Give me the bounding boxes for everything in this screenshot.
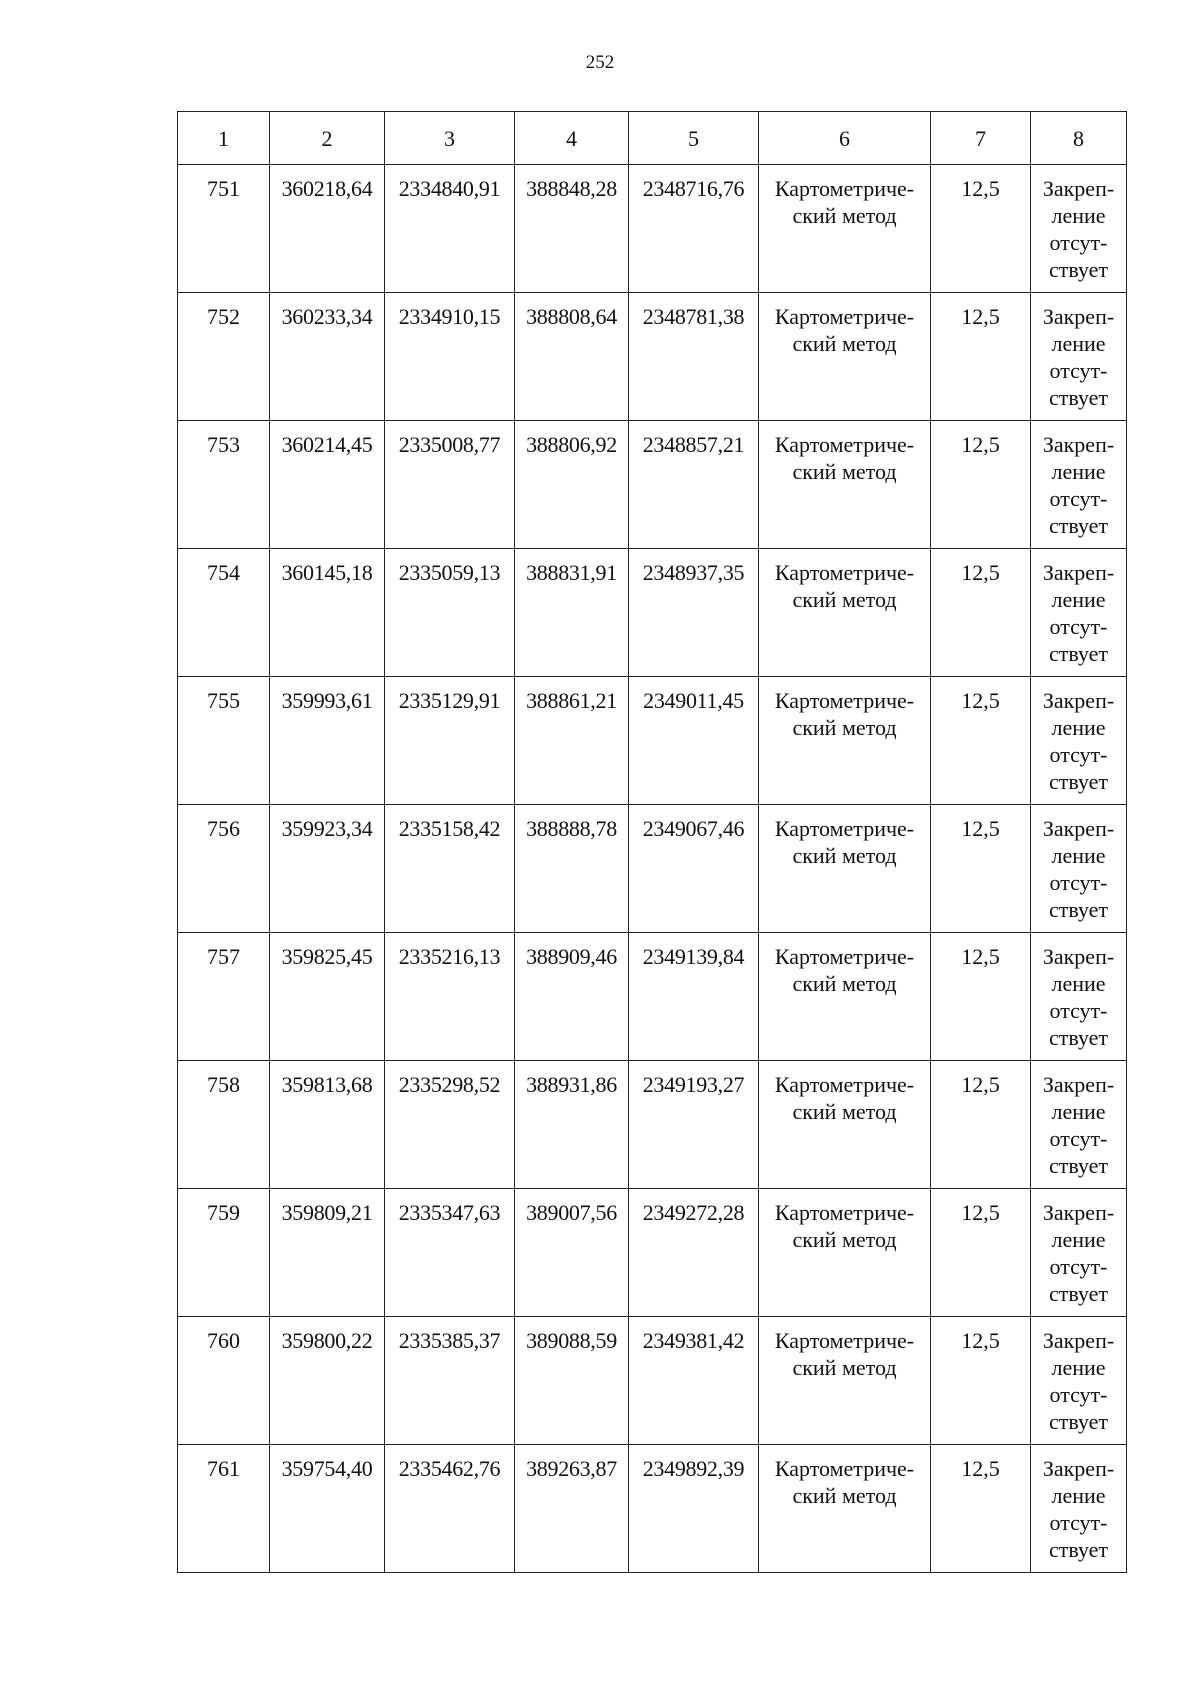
coordinate-cell: 388831,91	[515, 549, 629, 677]
fixing-note-cell: Закреп- ление отсут- ствует	[1031, 677, 1127, 805]
point-number-cell: 760	[178, 1317, 270, 1445]
column-header: 3	[385, 112, 515, 165]
fixing-note-cell: Закреп- ление отсут- ствует	[1031, 549, 1127, 677]
accuracy-cell: 12,5	[931, 165, 1031, 293]
point-number-cell: 756	[178, 805, 270, 933]
table-row	[178, 805, 1127, 933]
method-cell: Картометриче- ский метод	[759, 165, 931, 293]
method-cell: Картометриче- ский метод	[759, 1061, 931, 1189]
fixing-note-cell: Закреп- ление отсут- ствует	[1031, 1317, 1127, 1445]
method-cell: Картометриче- ский метод	[759, 1317, 931, 1445]
coordinate-cell: 360218,64	[270, 165, 385, 293]
coordinate-cell: 2334910,15	[385, 293, 515, 421]
table-row	[178, 1061, 1127, 1189]
accuracy-cell: 12,5	[931, 805, 1031, 933]
coordinate-cell: 2349272,28	[629, 1189, 759, 1317]
coordinate-cell: 359809,21	[270, 1189, 385, 1317]
column-header: 6	[759, 112, 931, 165]
coordinate-cell: 359813,68	[270, 1061, 385, 1189]
coordinate-cell: 2335008,77	[385, 421, 515, 549]
coordinate-cell: 360145,18	[270, 549, 385, 677]
accuracy-cell: 12,5	[931, 549, 1031, 677]
accuracy-cell: 12,5	[931, 1317, 1031, 1445]
table-row	[178, 933, 1127, 1061]
coordinate-cell: 2334840,91	[385, 165, 515, 293]
point-number-cell: 758	[178, 1061, 270, 1189]
coordinate-cell: 2335158,42	[385, 805, 515, 933]
fixing-note-cell: Закреп- ление отсут- ствует	[1031, 1445, 1127, 1573]
point-number-cell: 761	[178, 1445, 270, 1573]
coordinate-cell: 389088,59	[515, 1317, 629, 1445]
table-row	[178, 421, 1127, 549]
coordinate-cell: 2349892,39	[629, 1445, 759, 1573]
coordinate-cell: 2335347,63	[385, 1189, 515, 1317]
table-row	[178, 165, 1127, 293]
coordinate-cell: 360214,45	[270, 421, 385, 549]
table-row	[178, 1189, 1127, 1317]
accuracy-cell: 12,5	[931, 933, 1031, 1061]
method-cell: Картометриче- ский метод	[759, 677, 931, 805]
coordinate-cell: 360233,34	[270, 293, 385, 421]
coordinate-cell: 388931,86	[515, 1061, 629, 1189]
coordinate-cell: 2335216,13	[385, 933, 515, 1061]
method-cell: Картометриче- ский метод	[759, 1445, 931, 1573]
column-header: 5	[629, 112, 759, 165]
coordinate-cell: 388909,46	[515, 933, 629, 1061]
column-header: 4	[515, 112, 629, 165]
method-cell: Картометриче- ский метод	[759, 933, 931, 1061]
coordinate-cell: 2335385,37	[385, 1317, 515, 1445]
coordinate-cell: 388808,64	[515, 293, 629, 421]
coordinate-cell: 2349381,42	[629, 1317, 759, 1445]
column-header: 1	[178, 112, 270, 165]
point-number-cell: 755	[178, 677, 270, 805]
method-cell: Картометриче- ский метод	[759, 549, 931, 677]
coordinate-cell: 389263,87	[515, 1445, 629, 1573]
coordinate-cell: 2349139,84	[629, 933, 759, 1061]
column-header: 7	[931, 112, 1031, 165]
page-number: 252	[585, 52, 615, 73]
coordinate-cell: 359993,61	[270, 677, 385, 805]
coordinate-cell: 388861,21	[515, 677, 629, 805]
coordinate-cell: 359800,22	[270, 1317, 385, 1445]
coordinate-cell: 2335129,91	[385, 677, 515, 805]
coordinate-cell: 359825,45	[270, 933, 385, 1061]
table-row	[178, 549, 1127, 677]
table-row	[178, 677, 1127, 805]
accuracy-cell: 12,5	[931, 293, 1031, 421]
coordinate-cell: 388848,28	[515, 165, 629, 293]
table-row	[178, 1317, 1127, 1445]
coordinate-cell: 2349011,45	[629, 677, 759, 805]
fixing-note-cell: Закреп- ление отсут- ствует	[1031, 421, 1127, 549]
point-number-cell: 751	[178, 165, 270, 293]
point-number-cell: 759	[178, 1189, 270, 1317]
point-number-cell: 753	[178, 421, 270, 549]
method-cell: Картометриче- ский метод	[759, 1189, 931, 1317]
accuracy-cell: 12,5	[931, 1189, 1031, 1317]
fixing-note-cell: Закреп- ление отсут- ствует	[1031, 933, 1127, 1061]
coordinate-cell: 359754,40	[270, 1445, 385, 1573]
column-header: 8	[1031, 112, 1127, 165]
column-header: 2	[270, 112, 385, 165]
coordinates-table	[177, 111, 1127, 1573]
coordinate-cell: 2348857,21	[629, 421, 759, 549]
method-cell: Картометриче- ский метод	[759, 421, 931, 549]
coordinate-cell: 2348781,38	[629, 293, 759, 421]
coordinate-cell: 2335059,13	[385, 549, 515, 677]
method-cell: Картометриче- ский метод	[759, 805, 931, 933]
point-number-cell: 757	[178, 933, 270, 1061]
point-number-cell: 752	[178, 293, 270, 421]
method-cell: Картометриче- ский метод	[759, 293, 931, 421]
coordinate-cell: 2348937,35	[629, 549, 759, 677]
fixing-note-cell: Закреп- ление отсут- ствует	[1031, 293, 1127, 421]
table-body	[178, 165, 1127, 1573]
coordinate-cell: 2349067,46	[629, 805, 759, 933]
fixing-note-cell: Закреп- ление отсут- ствует	[1031, 1189, 1127, 1317]
fixing-note-cell: Закреп- ление отсут- ствует	[1031, 165, 1127, 293]
coordinate-cell: 359923,34	[270, 805, 385, 933]
coordinate-cell: 2335462,76	[385, 1445, 515, 1573]
coordinate-cell: 389007,56	[515, 1189, 629, 1317]
fixing-note-cell: Закреп- ление отсут- ствует	[1031, 805, 1127, 933]
coordinate-cell: 2335298,52	[385, 1061, 515, 1189]
coordinate-cell: 388806,92	[515, 421, 629, 549]
accuracy-cell: 12,5	[931, 1061, 1031, 1189]
coordinate-cell: 388888,78	[515, 805, 629, 933]
table-row	[178, 293, 1127, 421]
table-header-row	[178, 112, 1127, 165]
table-row	[178, 1445, 1127, 1573]
accuracy-cell: 12,5	[931, 677, 1031, 805]
accuracy-cell: 12,5	[931, 421, 1031, 549]
fixing-note-cell: Закреп- ление отсут- ствует	[1031, 1061, 1127, 1189]
accuracy-cell: 12,5	[931, 1445, 1031, 1573]
coordinate-cell: 2349193,27	[629, 1061, 759, 1189]
point-number-cell: 754	[178, 549, 270, 677]
coordinate-cell: 2348716,76	[629, 165, 759, 293]
